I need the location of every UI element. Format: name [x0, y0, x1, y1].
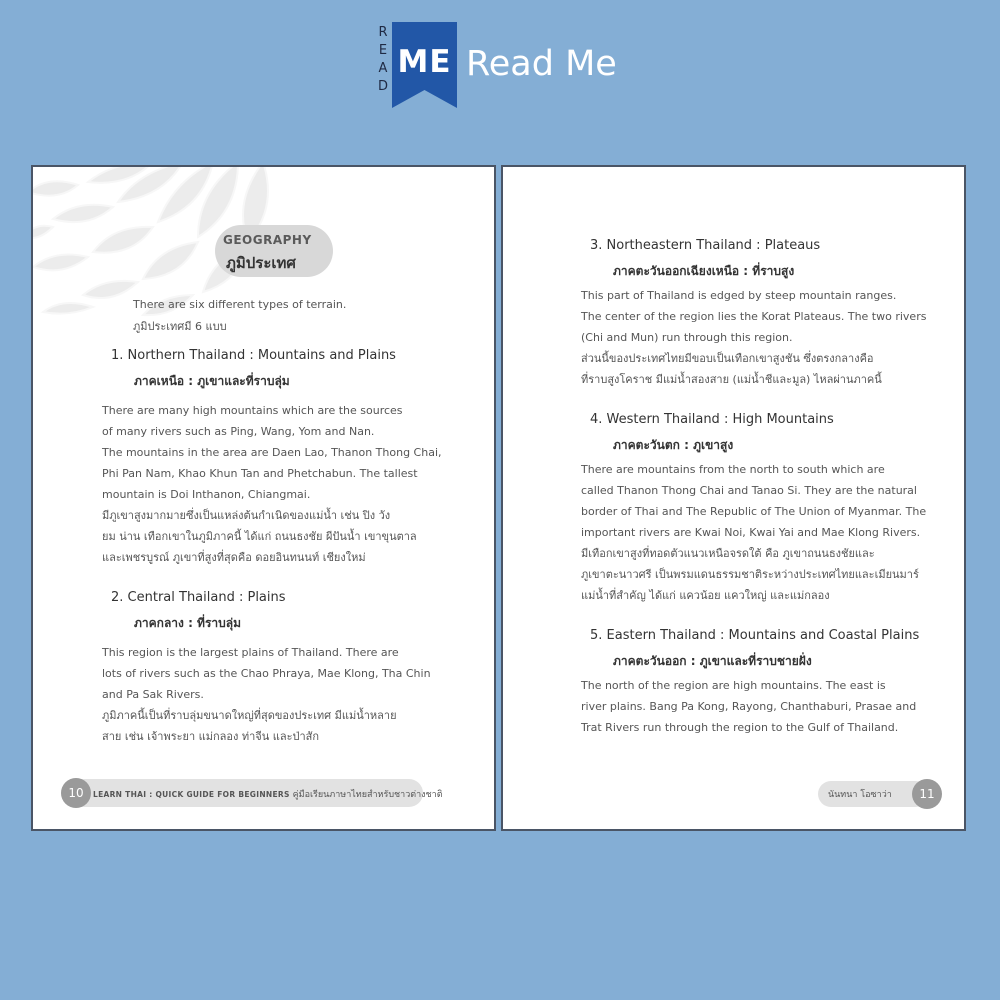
text-line: Trat Rivers run through the region to the Gulf of Thailand. — [581, 721, 899, 734]
chapter-title-th: ภูมิประเทศ — [226, 254, 296, 272]
text-line: lots of rivers such as the Chao Phraya, Mae Klong, Tha Chin — [102, 667, 431, 680]
text-line: มีภูเขาสูงมากมายซึ่งเป็นแหล่งต้นกำเนิดของแม่น้ำ เช่น ปิง วัง — [102, 509, 391, 522]
footer-title-en: LEARN THAI : QUICK GUIDE FOR BEGINNERS — [93, 790, 290, 799]
text-line: and Pa Sak Rivers. — [102, 688, 204, 701]
text-line: Phi Pan Nam, Khao Khun Tan and Phetchabun. The tallest — [102, 467, 418, 480]
section-5-paragraph-en — [581, 675, 917, 738]
section-4-title: 4. Western Thailand : High Mountains — [590, 412, 834, 427]
section-4-paragraph-en — [581, 459, 927, 543]
intro-th: ภูมิประเทศมี 6 แบบ — [133, 320, 227, 333]
footer-title-th: คู่มือเรียนภาษาไทยสำหรับชาวต่างชาติ — [292, 790, 443, 800]
text-line: The mountains in the area are Daen Lao, Thanon Thong Chai, — [102, 446, 442, 459]
text-line: of many rivers such as Ping, Wang, Yom and Nan. — [102, 425, 375, 438]
text-line: called Thanon Thong Chai and Tanao Si. They are the natural — [581, 484, 917, 497]
section-2-subtitle-th: ภาคกลาง : ที่ราบลุ่ม — [134, 616, 242, 630]
page-number: 10 — [61, 778, 91, 808]
logo-letter: R — [378, 25, 388, 40]
text-line: This region is the largest plains of Thailand. There are — [102, 646, 399, 659]
logo-read-letters — [376, 24, 390, 96]
text-line: ภูเขาตะนาวศรี เป็นพรมแดนธรรมชาติระหว่างประเทศไทยและเมียนมาร์ — [581, 568, 919, 581]
text-line: แม่น้ำที่สำคัญ ได้แก่ แควน้อย แควใหญ่ และแม่กลอง — [581, 589, 830, 602]
section-2-title: 2. Central Thailand : Plains — [111, 590, 286, 605]
section-1-subtitle-th: ภาคเหนือ : ภูเขาและที่ราบลุ่ม — [134, 374, 290, 388]
section-2-paragraph-th — [102, 705, 422, 747]
section-5-title: 5. Eastern Thailand : Mountains and Coastal Plains — [590, 628, 920, 643]
logo-mark-text: ME — [397, 44, 452, 80]
section-5-subtitle-th: ภาคตะวันออก : ภูเขาและที่ราบชายฝั่ง — [613, 654, 812, 668]
section-3-paragraph-en — [581, 285, 927, 348]
text-line: ภูมิภาคนี้เป็นที่ราบลุ่มขนาดใหญ่ที่สุดของประเทศ มีแม่น้ำหลาย — [102, 709, 397, 722]
intro-en: There are six different types of terrain. — [133, 298, 347, 311]
left-page — [31, 165, 496, 831]
section-1-title: 1. Northern Thailand : Mountains and Plains — [111, 348, 396, 363]
text-line: (Chi and Mun) run through this region. — [581, 331, 793, 344]
footer-author: นันทนา โอซาว่า — [828, 790, 892, 800]
text-line: river plains. Bang Pa Kong, Rayong, Chanthaburi, Prasae and — [581, 700, 917, 713]
section-2-paragraph-en — [102, 642, 431, 705]
logo-letter: A — [378, 61, 388, 76]
right-page — [501, 165, 966, 831]
section-3-paragraph-th — [581, 348, 911, 390]
section-4-paragraph-th — [581, 543, 919, 606]
logo-letter: E — [378, 43, 388, 58]
logo-letter: D — [377, 79, 388, 94]
text-line: There are many high mountains which are the sources — [102, 404, 403, 417]
chapter-title-en: GEOGRAPHY — [223, 233, 312, 247]
section-3-title: 3. Northeastern Thailand : Plateaus — [590, 238, 821, 253]
text-line: The north of the region are high mountains. The east is — [581, 679, 886, 692]
text-line: This part of Thailand is edged by steep mountain ranges. — [581, 289, 897, 302]
text-line: มีเทือกเขาสูงที่ทอดตัวแนวเหนือจรดใต้ คือ ภูเขาถนนธงชัยและ — [581, 547, 875, 560]
text-line: border of Thai and The Republic of The Union of Myanmar. The — [581, 505, 927, 518]
footer-book-title — [93, 787, 443, 801]
section-3-subtitle-th: ภาคตะวันออกเฉียงเหนือ : ที่ราบสูง — [613, 264, 795, 278]
text-line: The center of the region lies the Korat Plateaus. The two rivers — [581, 310, 927, 323]
text-line: และเพชรบูรณ์ ภูเขาที่สูงที่สุดคือ ดอยอินทนนท์ เชียงใหม่ — [102, 551, 366, 564]
section-4-subtitle-th: ภาคตะวันตก : ภูเขาสูง — [613, 438, 734, 452]
page-number: 11 — [912, 779, 942, 809]
logo-name: Read Me — [466, 44, 617, 84]
text-line: mountain is Doi Inthanon, Chiangmai. — [102, 488, 311, 501]
text-line: สาย เช่น เจ้าพระยา แม่กลอง ท่าจีน และป่าสัก — [102, 730, 320, 743]
section-1-paragraph-en — [102, 400, 442, 505]
text-line: important rivers are Kwai Noi, Kwai Yai and Mae Klong Rivers. — [581, 526, 921, 539]
text-line: ส่วนนี้ของประเทศไทยมีขอบเป็นเทือกเขาสูงชัน ซึ่งตรงกลางคือ — [581, 352, 874, 365]
text-line: ที่ราบสูงโคราช มีแม่น้ำสองสาย (แม่น้ำชีและมูล) ไหลผ่านภาคนี้ — [581, 373, 882, 386]
text-line: ยม น่าน เทือกเขาในภูมิภาคนี้ ได้แก่ ถนนธงชัย ผีปันน้ำ เขาขุนตาล — [102, 530, 417, 543]
section-1-paragraph-th — [102, 505, 422, 568]
text-line: There are mountains from the north to south which are — [581, 463, 885, 476]
